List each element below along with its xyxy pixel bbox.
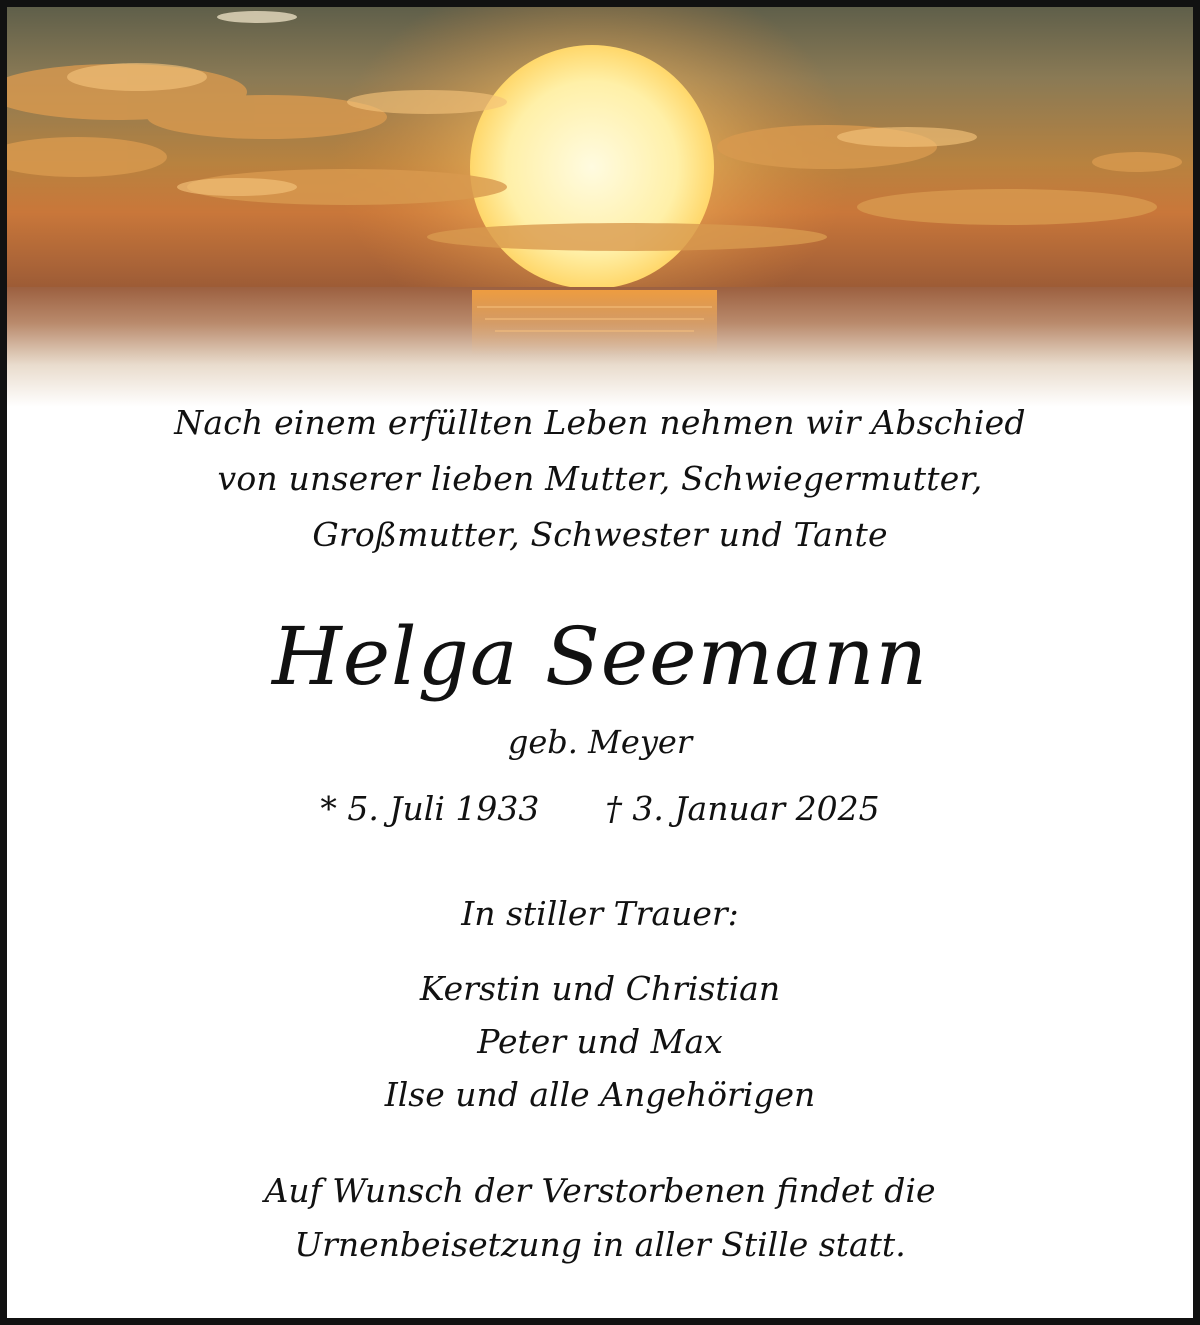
mourner-line: Ilse und alle Angehörigen — [384, 1075, 816, 1114]
birth-date: * 5. Juli 1933 — [320, 789, 540, 828]
mourning-heading: In stiller Trauer: — [461, 894, 739, 933]
burial-notice — [7, 1164, 1193, 1272]
death-date: † 3. Januar 2025 — [605, 789, 880, 828]
intro-line-1: Nach einem erfüllten Leben nehmen wir Abschied — [174, 403, 1026, 442]
mourner-line: Kerstin und Christian — [419, 969, 781, 1008]
notice-line-1: Auf Wunsch der Verstorbenen findet die — [264, 1171, 936, 1210]
intro-line-3: Großmutter, Schwester und Tante — [312, 515, 888, 554]
sunset-over-sea-image — [7, 7, 1193, 407]
maiden-name: geb. Meyer — [507, 723, 693, 761]
intro-text — [7, 395, 1193, 563]
notice-line-2: Urnenbeisetzung in aller Stille statt. — [294, 1225, 906, 1264]
mourners-list — [7, 962, 1193, 1121]
deceased-name: Helga Seemann — [271, 610, 929, 703]
life-dates — [7, 783, 1193, 835]
intro-line-2: von unserer lieben Mutter, Schwiegermutter, — [217, 459, 983, 498]
mourner-line: Peter und Max — [477, 1022, 723, 1061]
